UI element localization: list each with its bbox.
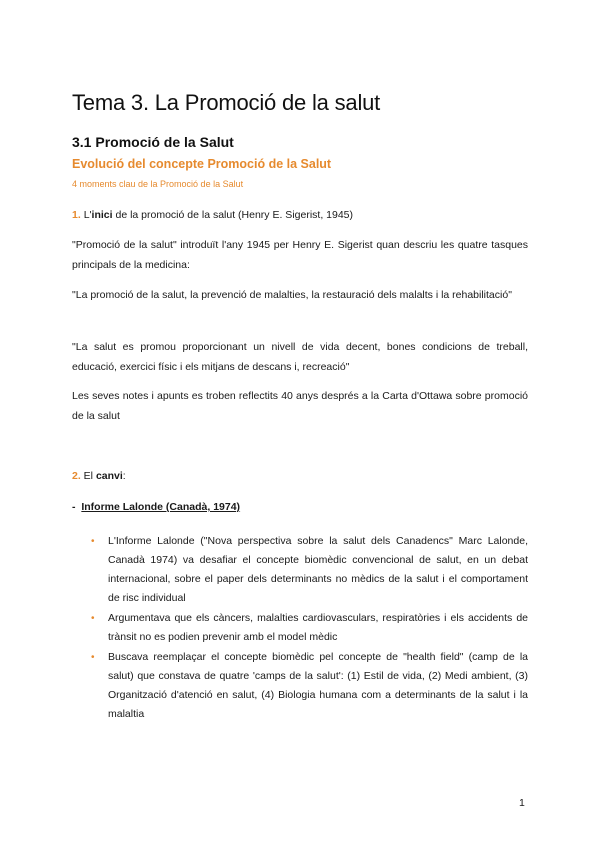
moment-2-rest: : <box>122 470 126 482</box>
moment-2-lead: El <box>80 470 96 482</box>
bullet-text: Argumentava que els càncers, malalties cardiovasculars, respiratòries i els accidents de trànsit no es podien prevenir amb el model mèdic <box>108 612 528 643</box>
moment-1-keyword: inici <box>91 209 113 221</box>
bullet-text: Buscava reemplaçar el concepte biomèdic pel concepte de "health field" (camp de la salut) que constava de quatre 'camps de la salut': (1) Estil de vida, (2) Medi ambient, (3) Organització d'atenció en salut, (4) Biologia humana com a determinants de la salut i la malaltia <box>108 651 528 720</box>
page-number: 1 <box>519 797 525 809</box>
report-dash: - <box>72 501 76 513</box>
list-item <box>91 609 528 647</box>
paragraph-3: "La salut es promou proporcionant un nivell de vida decent, bones condicions de treball, educació, exercici físic i els mitjans de descans i, recreació" <box>72 341 528 373</box>
bullet-list <box>91 532 528 725</box>
bullet-icon: • <box>91 536 95 547</box>
paragraph-1: "Promoció de la salut" introduït l'any 1945 per Henry E. Sigerist quan descriu les quatre tasques principals de la medicina: <box>72 239 528 271</box>
moment-2-number: 2. <box>72 470 81 482</box>
paragraph-2: "La promoció de la salut, la prevenció de malalties, la restauració dels malalts i la rehabilitació" <box>72 289 512 301</box>
moment-2-heading <box>72 466 528 486</box>
bullet-text: L'Informe Lalonde ("Nova perspectiva sobre la salut dels Canadencs" Marc Lalonde, Canadà 1974) va desafiar el concepte biomèdic convencional de salut, en un debat internacional, sobre el paper dels determinants no mèdics de la salut i el comportament de risc individual <box>108 535 528 604</box>
page-title: Tema 3. La Promoció de la salut <box>72 90 381 115</box>
subheading: Evolució del concepte Promoció de la Salut <box>72 157 332 171</box>
section-heading: 3.1 Promoció de la Salut <box>72 134 234 150</box>
report-title: Informe Lalonde (Canadà, 1974) <box>81 501 241 513</box>
moment-1-heading <box>72 205 528 225</box>
moment-1-number: 1. <box>72 209 81 221</box>
report-heading <box>72 501 240 513</box>
subtitle: 4 moments clau de la Promoció de la Salut <box>72 179 244 189</box>
list-item <box>91 648 528 724</box>
bullet-icon: • <box>91 613 95 624</box>
moment-1-lead: L' <box>83 209 92 221</box>
moment-2-keyword: canvi <box>95 470 123 482</box>
paragraph-4: Les seves notes i apunts es troben reflectits 40 anys després a la Carta d'Ottawa sobre promoció de la salut <box>72 390 528 422</box>
moment-1-rest: de la promoció de la salut (Henry E. Sigerist, 1945) <box>112 209 354 221</box>
list-item <box>91 532 528 608</box>
bullet-icon: • <box>91 652 95 663</box>
